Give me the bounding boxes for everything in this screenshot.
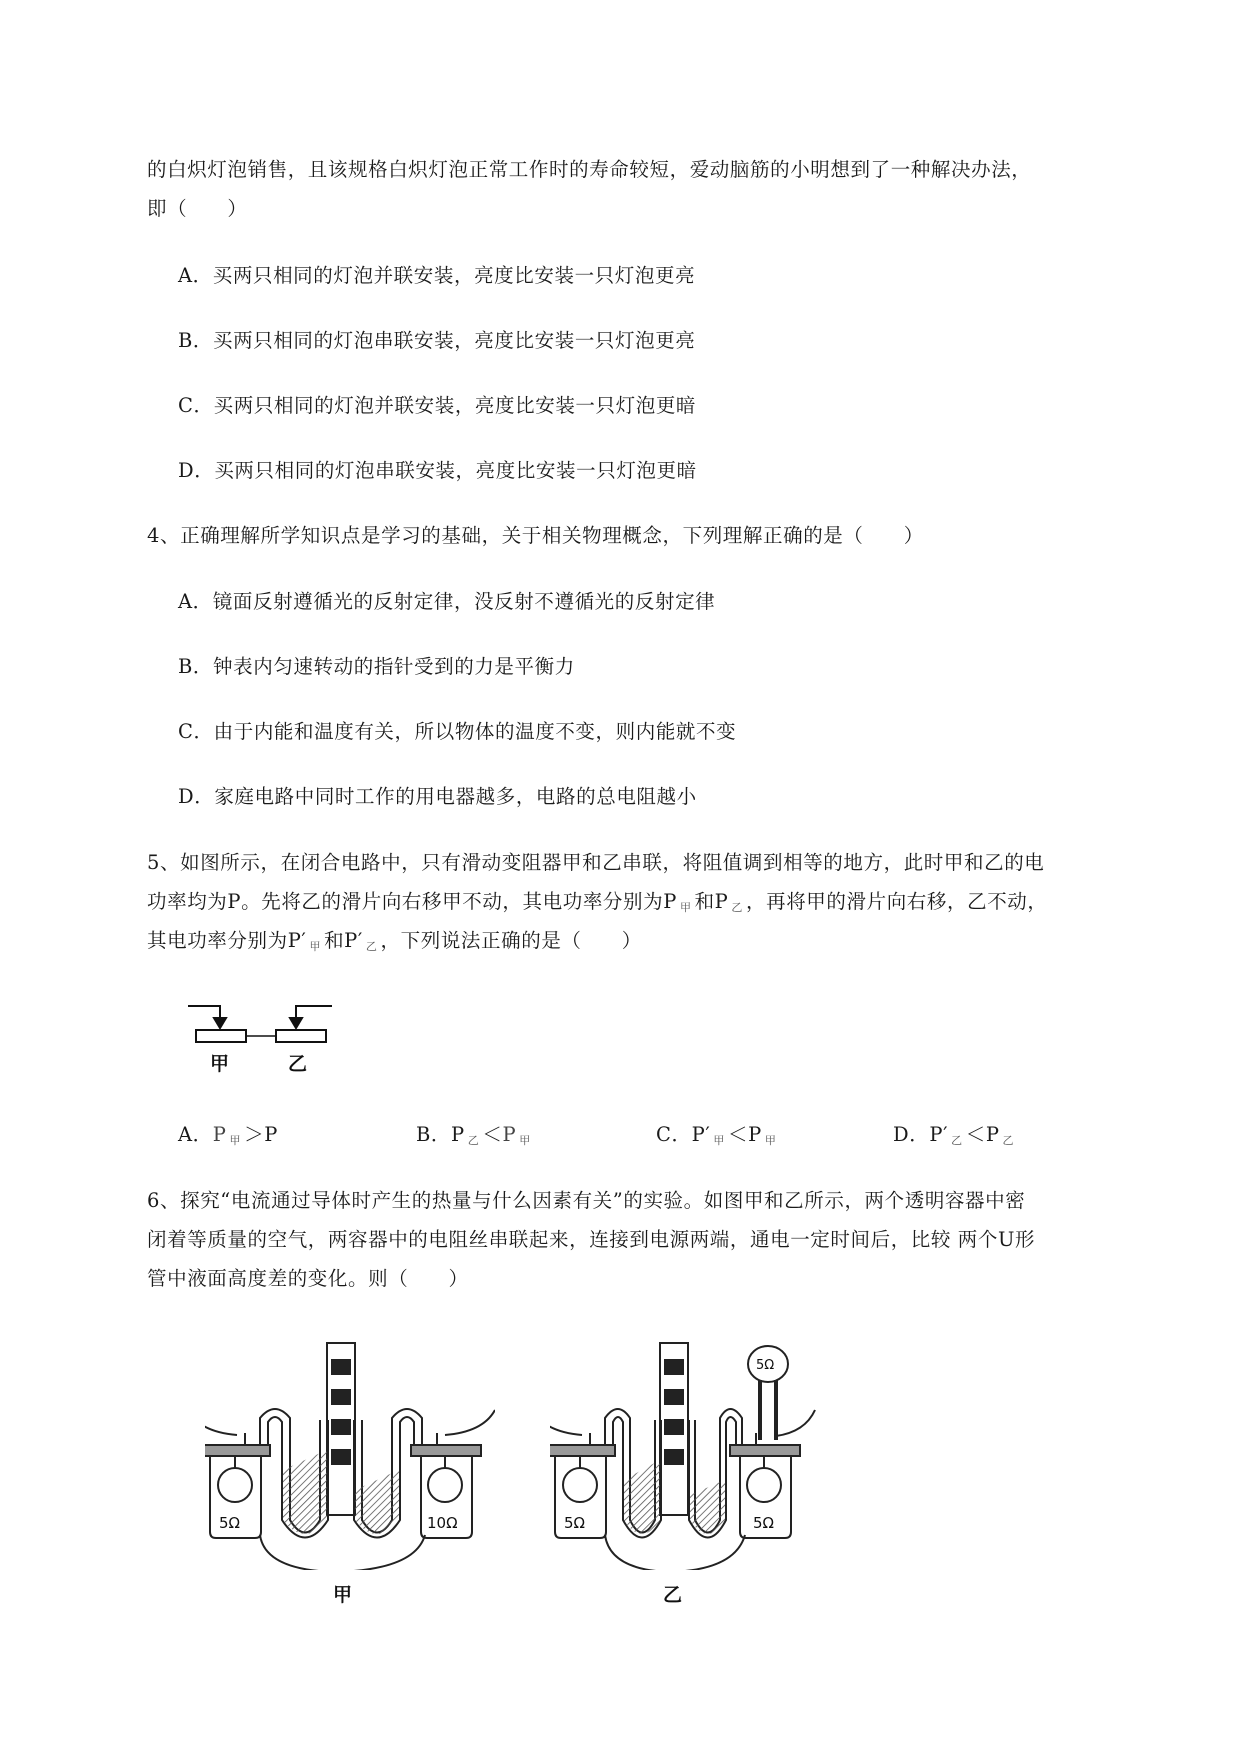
q5-option-b-op: ＜ (482, 1123, 503, 1146)
q5-option-b[interactable] (416, 1121, 534, 1155)
q6-figure-jia-caption: 甲 (333, 1584, 353, 1606)
q5-line3-part3: ，下列说法正确的是（ ） (380, 929, 642, 952)
q5-option-b-sub2: 甲 (519, 1134, 531, 1147)
q3-option-b[interactable]: B．买两只相同的灯泡串联安装，亮度比安装一只灯泡更亮 (178, 329, 696, 352)
q5-option-c-p2: P (748, 1123, 762, 1146)
q6-jia-left-resistance: 5Ω (219, 1514, 241, 1532)
q5-line3-sub-yi: 乙 (365, 940, 378, 953)
q5-option-c-letter: C． (656, 1123, 692, 1146)
q5-option-c-sub2: 甲 (764, 1134, 777, 1147)
q5-option-a-p2: P (264, 1123, 278, 1146)
q5-line2-part2: 和P (694, 890, 729, 913)
q5-option-b-sub1: 乙 (467, 1134, 480, 1147)
q5-line3-sub-jia: 甲 (309, 940, 322, 953)
q6-jia-right-resistance: 10Ω (427, 1514, 458, 1532)
q5-option-b-letter: B． (416, 1123, 452, 1146)
q5-stem-line1: 5、如图所示，在闭合电路中，只有滑动变阻器甲和乙串联，将阻值调到相等的地方，此时甲和乙的电 (147, 851, 1045, 874)
q6-figure-yi (550, 1340, 840, 1570)
q5-line2-sub-jia: 甲 (679, 901, 692, 914)
q5-option-a[interactable] (178, 1121, 278, 1155)
q5-option-d-p1: P′ (929, 1123, 949, 1146)
q5-figure-label-jia: 甲 (210, 1053, 230, 1075)
q6-yi-parallel-resistance: 5Ω (756, 1358, 775, 1373)
q5-line2-sub-yi: 乙 (731, 901, 743, 914)
q6-stem-line3: 管中液面高度差的变化。则（ ） (147, 1267, 469, 1290)
q5-option-c-op: ＜ (727, 1123, 749, 1146)
q5-option-d-p2: P (985, 1123, 1000, 1146)
q5-option-c[interactable] (656, 1121, 779, 1155)
q5-option-d-sub2: 乙 (1002, 1134, 1015, 1147)
q4-option-a[interactable]: A．镜面反射遵循光的反射定律，没反射不遵循光的反射定律 (178, 590, 716, 613)
q5-option-d-sub1: 乙 (951, 1134, 963, 1147)
q5-option-a-p1: P (212, 1123, 227, 1146)
q5-option-c-sub1: 甲 (713, 1134, 725, 1147)
q3-option-a[interactable]: A．买两只相同的灯泡并联安装，亮度比安装一只灯泡更亮 (178, 264, 696, 287)
q5-line2-part1: 功率均为P。先将乙的滑片向右移甲不动，其电功率分别为P (147, 890, 677, 913)
q5-option-d-letter: D． (893, 1123, 930, 1146)
q6-yi-left-resistance: 5Ω (564, 1514, 586, 1532)
q3-stem-line1: 的白炽灯泡销售，且该规格白炽灯泡正常工作时的寿命较短，爱动脑筋的小明想到了一种解决办法， (147, 158, 1032, 181)
q5-rheostat-figure (180, 1000, 340, 1085)
q4-stem: 4、正确理解所学知识点是学习的基础，关于相关物理概念，下列理解正确的是（ ） (147, 524, 924, 547)
q5-option-a-sub1: 甲 (229, 1134, 242, 1147)
q3-stem-line2: 即（ ） (147, 197, 248, 220)
q5-stem-line3 (147, 927, 642, 961)
q3-option-d[interactable]: D．买两只相同的灯泡串联安装，亮度比安装一只灯泡更暗 (178, 459, 697, 482)
q5-option-d-op: ＜ (965, 1123, 986, 1146)
q6-yi-right-resistance: 5Ω (753, 1514, 775, 1532)
q5-option-a-letter: A． (178, 1123, 213, 1146)
q5-option-b-p1: P (451, 1123, 465, 1146)
q4-option-d[interactable]: D．家庭电路中同时工作的用电器越多，电路的总电阻越小 (178, 785, 697, 808)
q5-line2-part3: ，再将甲的滑片向右移，乙不动， (746, 890, 1048, 913)
q6-stem-line1: 6、探究“电流通过导体时产生的热量与什么因素有关”的实验。如图甲和乙所示，两个透明容器中密 (147, 1189, 1026, 1212)
q5-option-a-op: ＞ (244, 1123, 265, 1146)
q4-option-b[interactable]: B．钟表内匀速转动的指针受到的力是平衡力 (178, 655, 575, 678)
q5-figure-label-yi: 乙 (288, 1053, 308, 1075)
q6-figure-jia (205, 1340, 495, 1570)
q4-option-c[interactable]: C．由于内能和温度有关，所以物体的温度不变，则内能就不变 (178, 720, 737, 743)
q5-option-b-p2: P (502, 1123, 517, 1146)
q3-option-c[interactable]: C．买两只相同的灯泡并联安装，亮度比安装一只灯泡更暗 (178, 394, 697, 417)
q5-option-d[interactable] (893, 1121, 1017, 1155)
q5-option-c-p1: P′ (691, 1123, 711, 1146)
q6-figure-yi-caption: 乙 (663, 1584, 683, 1606)
q5-line3-part1: 其电功率分别为P′ (147, 929, 307, 952)
q6-stem-line2: 闭着等质量的空气，两容器中的电阻丝串联起来，连接到电源两端，通电一定时间后，比较 两个U形 (147, 1228, 1036, 1251)
q5-line3-part2: 和P′ (324, 929, 363, 952)
q5-stem-line2 (147, 888, 1048, 922)
